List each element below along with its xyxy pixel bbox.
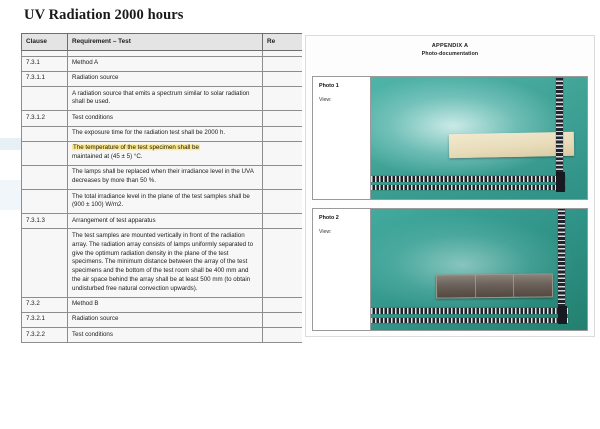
- cell-clause: 7.3.2.1: [22, 312, 68, 327]
- cell-clause: 7.3.1.3: [22, 214, 68, 229]
- column-header-clause: Clause: [22, 34, 68, 51]
- table-row: [22, 165, 303, 189]
- cell-requirement: A radiation source that emits a spectrum similar to solar radiation shall be used.: [68, 87, 263, 111]
- table-row-highlighted: [22, 141, 303, 165]
- test-rig-rail-horizontal-2: [371, 185, 565, 190]
- test-rig-rail-horizontal: [371, 308, 568, 314]
- appendix-subtitle: Photo-documentation: [421, 51, 479, 58]
- cell-result: [263, 297, 303, 312]
- cell-result: [263, 126, 303, 141]
- test-rig-rail-vertical: [556, 77, 563, 179]
- cell-clause: 7.3.1.1: [22, 71, 68, 86]
- table-row: [22, 111, 303, 126]
- photo-card-2: [312, 208, 588, 331]
- cell-requirement: The total irradiance level in the plane of the test samples shall be (900 ± 100) W/m2.: [68, 190, 263, 214]
- cell-requirement: Radiation source: [68, 312, 263, 327]
- cell-requirement: The exposure time for the radiation test shall be 2000 h.: [68, 126, 263, 141]
- test-rig-rail-horizontal: [371, 176, 565, 182]
- photo-1-view-label: View:: [319, 96, 332, 103]
- table-row: [22, 71, 303, 86]
- photo-2-view-label: View:: [319, 228, 332, 235]
- cell-requirement: Test conditions: [68, 328, 263, 343]
- table-row: [22, 56, 303, 71]
- cell-result: [263, 312, 303, 327]
- cell-clause: [22, 141, 68, 165]
- table-row: [22, 229, 303, 297]
- cell-requirement: Radiation source: [68, 71, 263, 86]
- cell-result: [263, 141, 303, 165]
- cell-result: [263, 214, 303, 229]
- cell-result: [263, 56, 303, 71]
- cell-clause: [22, 126, 68, 141]
- test-rig-corner-block: [556, 172, 565, 192]
- column-header-requirement: Requirement – Test: [68, 34, 263, 51]
- photo-2-meta: [313, 209, 371, 330]
- page-title: UV Radiation 2000 hours: [24, 7, 184, 23]
- table-row: [22, 214, 303, 229]
- test-rig-rail-vertical: [558, 209, 565, 313]
- table-row: [22, 328, 303, 343]
- standard-document-pane: [0, 30, 302, 398]
- photo-2-image: [371, 209, 587, 330]
- requirement-text-line2: maintained at (45 ± 5) °C.: [72, 153, 143, 161]
- column-header-result: Re: [263, 34, 303, 51]
- photo-1-image: [371, 77, 587, 199]
- photo-2-label: Photo 2: [319, 215, 339, 221]
- cell-result: [263, 229, 303, 297]
- table-header-row: [22, 34, 303, 51]
- test-rig-corner-block: [558, 306, 567, 324]
- photo-card-1: [312, 76, 588, 200]
- cell-result: [263, 87, 303, 111]
- photo-1-meta: [313, 77, 371, 199]
- table-row: [22, 312, 303, 327]
- appendix-document-pane: [306, 36, 594, 336]
- cell-result: [263, 165, 303, 189]
- appendix-header: [306, 36, 594, 59]
- cell-clause: 7.3.2: [22, 297, 68, 312]
- cell-clause: [22, 165, 68, 189]
- cell-requirement: The test samples are mounted vertically in front of the radiation array. The radiation array consists of lamps uniformly separated to give the optimum radiation density in the plane of the test specimens. The minimum distance between the array of the test specimens and the bottom of the test room shall be 400 mm and the air space behind the array shall be at least 500 mm (to obtain undisturbed free natural convection upwards).: [68, 229, 263, 297]
- cell-clause: [22, 87, 68, 111]
- cell-clause: [22, 229, 68, 297]
- cell-requirement: Method A: [68, 56, 263, 71]
- appendix-title: APPENDIX A: [431, 43, 469, 49]
- cell-clause: 7.3.1.2: [22, 111, 68, 126]
- cell-requirement: The lamps shall be replaced when their irradiance level in the UVA decreases by more than 50 %.: [68, 165, 263, 189]
- cell-clause: 7.3.2.2: [22, 328, 68, 343]
- cell-result: [263, 190, 303, 214]
- cell-requirement: Test conditions: [68, 111, 263, 126]
- table-row: [22, 126, 303, 141]
- standard-requirements-table: [21, 33, 302, 343]
- cell-result: [263, 71, 303, 86]
- cell-requirement: Arrangement of test apparatus: [68, 214, 263, 229]
- table-row: [22, 190, 303, 214]
- test-rig-rail-horizontal-2: [371, 318, 568, 323]
- table-body: [22, 50, 303, 343]
- cell-requirement-highlighted: [68, 141, 263, 165]
- specimen-panel-gray: [436, 274, 553, 299]
- cell-clause: [22, 190, 68, 214]
- cell-result: [263, 111, 303, 126]
- table-row: [22, 87, 303, 111]
- cell-requirement: Method B: [68, 297, 263, 312]
- cell-clause: 7.3.1: [22, 56, 68, 71]
- cell-result: [263, 328, 303, 343]
- table-row: [22, 297, 303, 312]
- photo-1-label: Photo 1: [319, 83, 339, 89]
- highlighted-text: The temperature of the test specimen shall be: [73, 144, 199, 152]
